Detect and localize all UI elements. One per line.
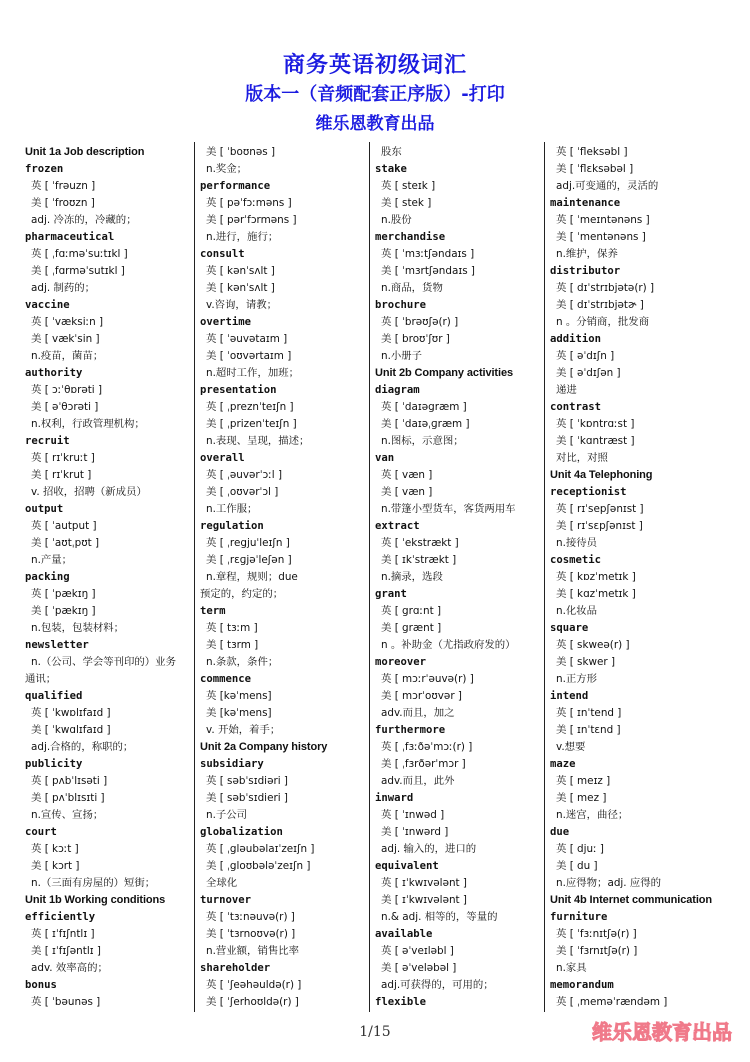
pronunciation: 英 [ grɑːnt ]	[381, 605, 442, 617]
pronunciation: 英 [ steɪk ]	[381, 180, 436, 192]
definition: adj. 制药的；	[31, 282, 96, 294]
definition: n.（三面有房屋的）短街；	[31, 877, 156, 889]
pronunciation: 英 [ ˈkɒntrɑːst ]	[556, 418, 635, 430]
pronunciation: 英 [ ˈbəunəs ]	[31, 996, 101, 1008]
pronunciation: 美 [ tɜrm ]	[206, 639, 259, 651]
pronunciation: 美 [kəˈmens]	[206, 707, 272, 719]
pronunciation: 英 [ rɪˈkruːt ]	[31, 452, 95, 464]
definition: n.迷宫，曲径；	[556, 809, 629, 821]
vocab-word: overall	[200, 452, 245, 464]
vocab-word: efficiently	[25, 911, 96, 923]
definition: n.摘录，选段	[381, 571, 443, 583]
vocab-word: stake	[375, 163, 407, 175]
pronunciation: 英 [kəˈmens]	[206, 690, 272, 702]
definition: n.正方形	[556, 673, 598, 685]
definition: n.条款，条件；	[206, 656, 279, 668]
definition: v.咨询，请教；	[206, 299, 277, 311]
pronunciation: 美 [ ˌprizenˈteɪʃn ]	[206, 418, 297, 430]
definition: n.产量；	[31, 554, 73, 566]
pronunciation: 美 [ ˌoʊvərˈɔl ]	[206, 486, 279, 498]
definition: n 。分销商，批发商	[556, 316, 650, 328]
pronunciation: 英 [ ˈkwɒlɪfaɪd ]	[31, 707, 111, 719]
pronunciation: 英 [ əˈdɪʃn ]	[556, 350, 615, 362]
pronunciation: 美 [ ˈdaɪəˌɡræm ]	[381, 418, 470, 430]
vocab-word: contrast	[550, 401, 602, 413]
vocab-word: output	[25, 503, 64, 515]
pronunciation: 英 [ kɒzˈmetɪk ]	[556, 571, 636, 583]
vocab-word: recruit	[25, 435, 70, 447]
definition-continued: 预定的，约定的；	[200, 588, 284, 600]
pronunciation: 美 [ ɪnˈtɛnd ]	[556, 724, 621, 736]
pronunciation: 英 [ ˈfleksəbl ]	[556, 146, 628, 158]
vocab-word: newsletter	[25, 639, 89, 651]
vocab-word: square	[550, 622, 589, 634]
vocab-word: van	[375, 452, 395, 464]
pronunciation: 英 [ ˌfɑːməˈsuːtɪkl ]	[31, 248, 128, 260]
pronunciation: 英 [ ˌmeməˈrændəm ]	[556, 996, 668, 1008]
pronunciation: 英 [ əˈveɪləbl ]	[381, 945, 454, 957]
definition: n.宣传、宣扬；	[31, 809, 104, 821]
pronunciation: 美 [ ˈmɜrtʃəndaɪs ]	[381, 265, 475, 277]
pronunciation: 英 [ ˈmeɪntənəns ]	[556, 214, 650, 226]
definition: n.章程，规则；due	[206, 571, 298, 583]
pronunciation: 美 [ du ]	[556, 860, 598, 872]
pronunciation: 美 [ ˈflɛksəbəl ]	[556, 163, 634, 175]
definition: v. 招收，招聘（新成员）	[31, 486, 147, 498]
pronunciation: 英 [ kənˈsʌlt ]	[206, 265, 275, 277]
definition: 对比，对照	[556, 452, 608, 464]
pronunciation: 英 [ pəˈfɔːməns ]	[206, 197, 292, 209]
pronunciation: 美 [ pʌˈblɪsɪti ]	[31, 792, 105, 804]
pronunciation: 美 [ ˈkɑntræst ]	[556, 435, 635, 447]
pronunciation: 英 [ ˈtɜːnəuvə(r) ]	[206, 911, 295, 923]
pronunciation: 美 [ ˈfɜrnɪtʃə(r) ]	[556, 945, 638, 957]
pronunciation: 美 [ dɪˈstrɪbjətɚ ]	[556, 299, 644, 311]
definition: adv.而且，加之	[381, 707, 455, 719]
definition: n.& adj. 相等的，等量的	[381, 911, 498, 923]
pronunciation: 英 [ dɪˈstrɪbjətə(r) ]	[556, 282, 655, 294]
pronunciation: 美 [ grænt ]	[381, 622, 442, 634]
vocab-word: furthermore	[375, 724, 446, 736]
document-title: 商务英语初级词汇	[282, 53, 467, 78]
pronunciation: 美 [ əˈdɪʃən ]	[556, 367, 621, 379]
definition: 股东	[381, 146, 402, 158]
vocab-word: shareholder	[200, 962, 271, 974]
vocab-word: packing	[25, 571, 70, 583]
definition: n.包装，包装材料；	[31, 622, 125, 634]
pronunciation: 美 [ ɪˈfɪʃəntlɪ ]	[31, 945, 101, 957]
page-number: 1/15	[359, 1024, 391, 1040]
column-divider	[194, 142, 195, 1012]
pronunciation: 美 [ ˈfroʊzn ]	[31, 197, 95, 209]
definition: n.（公司、学会等刊印的）业务	[31, 656, 176, 668]
pronunciation: 美 [ stek ]	[381, 197, 432, 209]
definition: n.进行，施行；	[206, 231, 279, 243]
pronunciation: 美 [ ˈmentənəns ]	[556, 231, 646, 243]
vocab-word: frozen	[25, 163, 64, 175]
pronunciation: 英 [ ˈəuvətaɪm ]	[206, 333, 288, 345]
definition: adj.可获得的，可用的；	[381, 979, 494, 991]
definition: adv. 效率高的；	[31, 962, 108, 974]
pronunciation: 美 [ ɪkˈstrækt ]	[381, 554, 457, 566]
vocab-word: commence	[200, 673, 252, 685]
definition: n.股份	[381, 214, 412, 226]
publisher-line: 维乐恩教育出品	[315, 114, 435, 134]
pronunciation: 美 [ pərˈfɔrməns ]	[206, 214, 297, 226]
pronunciation: 英 [ səbˈsɪdiəri ]	[206, 775, 288, 787]
definition: n 。补助金（尤指政府发的）	[381, 639, 516, 651]
vocab-word: globalization	[200, 826, 283, 838]
definition: n.化妆品	[556, 605, 598, 617]
unit-heading: Unit 1a Job description	[25, 146, 145, 158]
vocab-word: addition	[550, 333, 602, 345]
pronunciation: 英 [ tɜːm ]	[206, 622, 258, 634]
pronunciation: 英 [ ˌregjuˈleɪʃn ]	[206, 537, 290, 549]
definition: n.应得物；adj. 应得的	[556, 877, 662, 889]
pronunciation: 英 [ ˌəuvərˈɔːl ]	[206, 469, 283, 481]
pronunciation: 英 [ ˈekstrækt ]	[381, 537, 459, 549]
definition: n.子公司	[206, 809, 248, 821]
pronunciation: 英 [ mɔːrˈəuvə(r) ]	[381, 673, 474, 685]
vocab-word: inward	[375, 792, 414, 804]
pronunciation: 英 [ pʌbˈlɪsəti ]	[31, 775, 108, 787]
pronunciation: 美 [ skwer ]	[556, 656, 616, 668]
definition: n.疫苗，菌苗；	[31, 350, 104, 362]
pronunciation: 英 [ ˈɪnwəd ]	[381, 809, 445, 821]
pronunciation: 英 [ skweə(r) ]	[556, 639, 630, 651]
vocab-word: receptionist	[550, 486, 627, 498]
vocab-word: furniture	[550, 911, 608, 923]
definition: adj.合格的，称职的；	[31, 741, 134, 753]
vocab-word: grant	[375, 588, 407, 600]
document-subtitle: 版本一（音频配套正序版）-打印	[245, 84, 505, 105]
pronunciation: 英 [ ˈdaɪəgræm ]	[381, 401, 467, 413]
vocab-word: available	[375, 928, 433, 940]
pronunciation: 英 [ ˈautput ]	[31, 520, 97, 532]
pronunciation: 美 [ ˌgloʊbələˈzeɪʃn ]	[206, 860, 311, 872]
definition: v. 开始，着手；	[206, 724, 281, 736]
pronunciation: 美 [ ˈtɜrnoʊvə(r) ]	[206, 928, 296, 940]
pronunciation: 英 [ ˈvæksiːn ]	[31, 316, 104, 328]
pronunciation: 美 [ ˌrɛɡjəˈleʃən ]	[206, 554, 292, 566]
pronunciation: 美 [ ˈpækɪŋ ]	[31, 605, 96, 617]
pronunciation: 英 [ ˈmɜːtʃəndaɪs ]	[381, 248, 475, 260]
pronunciation: 美 [ ˈoʊvərtaɪm ]	[206, 350, 292, 362]
pronunciation: 英 [ ɔːˈθɒrəti ]	[31, 384, 103, 396]
vocab-word: term	[200, 605, 226, 617]
vocab-column-4	[550, 144, 720, 1011]
definition: n.带篷小型货车，客货两用车	[381, 503, 516, 515]
definition: adv.而且，此外	[381, 775, 455, 787]
definition: n.奖金；	[206, 163, 248, 175]
vocab-column-3	[375, 144, 545, 1011]
vocab-word: intend	[550, 690, 589, 702]
pronunciation: 美 [ əˈθɔrəti ]	[31, 401, 99, 413]
unit-heading: Unit 4b Internet communication	[550, 894, 713, 906]
definition: adj.可变通的，灵活的	[556, 180, 659, 192]
pronunciation: 英 [ ˈfrəuzn ]	[31, 180, 96, 192]
vocab-word: performance	[200, 180, 271, 192]
definition-continued: 通讯；	[25, 673, 57, 685]
pronunciation: 英 [ ˌfɜːðəˈmɔː(r) ]	[381, 741, 473, 753]
pronunciation: 英 [ kɔːt ]	[31, 843, 79, 855]
vocab-word: due	[550, 826, 570, 838]
pronunciation: 美 [ kɑzˈmetɪk ]	[556, 588, 636, 600]
pronunciation: 美 [ ˈʃerhoʊldə(r) ]	[206, 996, 299, 1008]
vocab-word: publicity	[25, 758, 83, 770]
pronunciation: 英 [ ɪnˈtend ]	[556, 707, 622, 719]
pronunciation: 美 [ broʊˈʃʊr ]	[381, 333, 450, 345]
definition: n.小册子	[381, 350, 423, 362]
pronunciation: 英 [ djuː ]	[556, 843, 604, 855]
pronunciation: 英 [ ˈfɜːnɪtʃə(r) ]	[556, 928, 637, 940]
pronunciation: 美 [ ˌfɜrðərˈmɔr ]	[381, 758, 466, 770]
vocab-word: extract	[375, 520, 420, 532]
definition: 递进	[556, 384, 577, 396]
vocab-word: maze	[550, 758, 576, 770]
unit-heading: Unit 1b Working conditions	[25, 894, 166, 906]
definition: adj. 冷冻的，冷藏的；	[31, 214, 137, 226]
pronunciation: 美 [ ˈaʊtˌpʊt ]	[31, 537, 100, 549]
vocab-word: consult	[200, 248, 245, 260]
definition: n.图标，示意图；	[381, 435, 464, 447]
pronunciation: 英 [ ˈʃeəhəuldə(r) ]	[206, 979, 302, 991]
vocab-word: overtime	[200, 316, 252, 328]
vocab-word: authority	[25, 367, 83, 379]
pronunciation: 美 [ səbˈsɪdieri ]	[206, 792, 288, 804]
vocab-word: maintenance	[550, 197, 621, 209]
pronunciation: 英 [ ɪˈfɪʃntlɪ ]	[31, 928, 95, 940]
column-divider	[544, 142, 545, 1012]
definition: adj. 输入的，进口的	[381, 843, 477, 855]
pronunciation: 美 [ rɪˈkrut ]	[31, 469, 92, 481]
vocab-word: qualified	[25, 690, 83, 702]
unit-heading: Unit 2b Company activities	[375, 367, 513, 379]
definition: n.维护，保养	[556, 248, 618, 260]
pronunciation: 美 [ ˈkwɑlɪfaɪd ]	[31, 724, 111, 736]
definition: n.接待员	[556, 537, 598, 549]
pronunciation: 美 [ rɪˈsɛpʃənɪst ]	[556, 520, 643, 532]
definition: n.超时工作，加班；	[206, 367, 300, 379]
pronunciation: 美 [ mez ]	[556, 792, 607, 804]
vocab-word: equivalent	[375, 860, 439, 872]
pronunciation: 英 [ ˌgləubəlaɪˈzeɪʃn ]	[206, 843, 315, 855]
vocab-word: presentation	[200, 384, 277, 396]
definition: 全球化	[206, 877, 238, 889]
pronunciation: 英 [ ɪˈkwɪvələnt ]	[381, 877, 467, 889]
pronunciation: 美 [ əˈveləbəl ]	[381, 962, 457, 974]
definition: n.家具	[556, 962, 587, 974]
pronunciation: 美 [ kɔrt ]	[31, 860, 80, 872]
definition: n.营业额，销售比率	[206, 945, 300, 957]
vocab-word: turnover	[200, 894, 252, 906]
unit-heading: Unit 2a Company history	[200, 741, 328, 753]
pronunciation: 英 [ rɪˈsepʃənɪst ]	[556, 503, 644, 515]
pronunciation: 美 [ ɪˈkwɪvələnt ]	[381, 894, 467, 906]
pronunciation: 美 [ mɔrˈoʊvər ]	[381, 690, 462, 702]
definition: n.商品，货物	[381, 282, 443, 294]
pronunciation: 美 [ ˈboʊnəs ]	[206, 146, 276, 158]
pronunciation: 美 [ vækˈsin ]	[31, 333, 100, 345]
pronunciation: 英 [ væn ]	[381, 469, 433, 481]
vocab-column-1	[25, 144, 195, 1011]
pronunciation: 美 [ ˈɪnwərd ]	[381, 826, 449, 838]
vocab-word: flexible	[375, 996, 427, 1008]
vocab-word: cosmetic	[550, 554, 602, 566]
definition: n.工作服；	[206, 503, 258, 515]
vocab-word: regulation	[200, 520, 264, 532]
pronunciation: 美 [ væn ]	[381, 486, 433, 498]
vocab-word: brochure	[375, 299, 427, 311]
pronunciation: 英 [ ˈbrəʊʃə(r) ]	[381, 316, 459, 328]
vocab-word: pharmaceutical	[25, 231, 115, 243]
definition: n.表现、呈现，描述；	[206, 435, 310, 447]
pronunciation: 英 [ meɪz ]	[556, 775, 611, 787]
vocab-word: court	[25, 826, 57, 838]
pronunciation: 美 [ ˌfɑrməˈsutɪkl ]	[31, 265, 125, 277]
watermark: 维乐恩教育出品	[592, 1020, 732, 1044]
pronunciation: 英 [ ˌpreznˈteɪʃn ]	[206, 401, 294, 413]
column-divider	[369, 142, 370, 1012]
definition: n.权利，行政管理机构；	[31, 418, 145, 430]
pronunciation: 英 [ ˈpækɪŋ ]	[31, 588, 96, 600]
definition: v.想要	[556, 741, 586, 753]
vocab-word: vaccine	[25, 299, 70, 311]
vocab-word: merchandise	[375, 231, 446, 243]
pronunciation: 美 [ kənˈsʌlt ]	[206, 282, 275, 294]
vocab-word: memorandum	[550, 979, 614, 991]
vocab-word: moreover	[375, 656, 427, 668]
vocab-word: distributor	[550, 265, 621, 277]
vocab-column-2	[200, 144, 370, 1011]
vocab-word: subsidiary	[200, 758, 264, 770]
vocab-word: bonus	[25, 979, 57, 991]
unit-heading: Unit 4a Telephoning	[550, 469, 653, 481]
vocab-word: diagram	[375, 384, 420, 396]
